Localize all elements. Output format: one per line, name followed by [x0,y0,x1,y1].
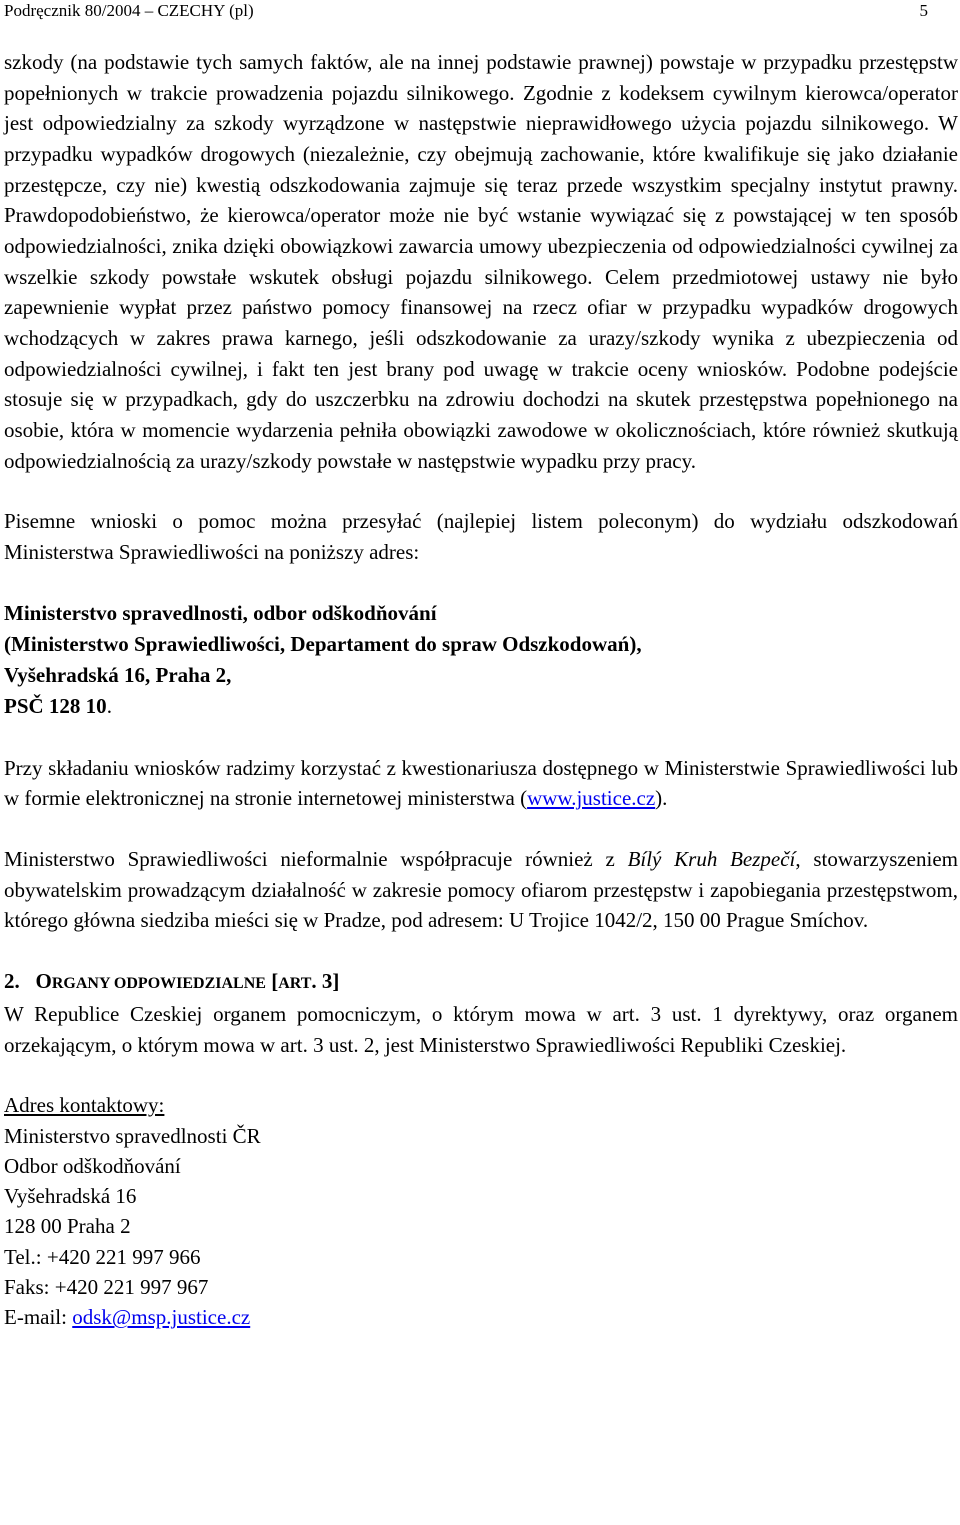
contact-line: 128 00 Praha 2 [4,1214,131,1239]
address-line-4 [4,691,958,722]
postal-code: PSČ 128 10 [4,694,107,719]
paragraph-cooperation [4,844,958,936]
page-number: 5 [919,1,928,20]
cooperation-text: Ministerstwo Sprawiedliwości nieformalnie współpracuje również z [4,847,628,871]
contact-email [4,1302,958,1332]
organisation-name: Bílý Kruh Bezpečí [627,847,796,871]
contact-line: Vyšehradská 16 [4,1184,137,1209]
contact-line: Odbor odškodňování [4,1153,181,1178]
paragraph-applications: Pisemne wnioski o pomoc można przesyłać (najlepiej listem poleconym) do wydziału odszkodowań Ministerstwa Sprawiedliwości na poniższy adres: [4,509,958,564]
email-link[interactable]: odsk@msp.justice.cz [72,1305,251,1330]
contact-block [4,1090,958,1332]
contact-line: Ministerstvo spravedlnosti ČR [4,1123,261,1148]
address-line-1: Ministerstvo spravedlnosti, odbor odškodňování [4,600,437,625]
paragraph-liability: szkody (na podstawie tych samych faktów, ale na innej podstawie prawnej) powstaje w przypadku przestępstw popełnionych w trakcie prowadzenia pojazdu silnikowego. Zgodnie z kodeksem cywilnym kierowca/operator jest odpowiedzialny za szkody wyrządzone w następstwie nieprawidłowego użycia pojazdu silnikowego. W przypadku wypadków drogowych (niezależnie, czy obejmują zachowanie, które kwalifikuje się jako działanie przestępcze, czy nie) kwestią odszkodowania zajmuje się teraz przede wszystkim specjalny instytut prawny. Prawdopodobieństwo, że kierowca/operator może nie być wstanie wywiązać się z powstającej w ten sposób odpowiedzialności, znika dzięki obowiązkowi zawarcia umowy ubezpieczenia od odpowiedzialności cywilnej za wszelkie szkody powstałe wskutek obsługi pojazdu silnikowego. Celem przedmiotowej ustawy nie było zapewnienie wypłat przez państwo pomocy finansowej na rzecz ofiar w przypadku wypadków drogowych wchodzących w zakres prawa karnego, jeśli odszkodowanie za urazy/szkody wynika z ubezpieczenia od odpowiedzialności cywilnej, i fakt ten jest brany pod uwagę w trakcie oceny wniosków. Podobne podejście stosuje się w przypadkach, gdy do uszczerbku na zdrowiu dochodzi na skutek przestępstwa popełnionego na osobie, która w momencie wydarzenia pełniła obowiązki zawodowe w okolicznościach, które również skutkują odpowiedzialnością za urazy/szkody powstałe w następstwie wypadku przy pracy. [4,50,958,473]
email-label: E-mail: [4,1305,73,1330]
section-heading [4,966,958,999]
paragraph-bodies: W Republice Czeskiej organem pomocniczym, o którym mowa w art. 3 ust. 1 dyrektywy, oraz organem orzekającym, o którym mowa w art. 3 ust. 2, jest Ministerstwo Sprawiedliwości Republiki Czeskiej. [4,1001,958,1057]
address-line-2: (Ministerstwo Sprawiedliwości, Departament do spraw Odszkodowań), [4,631,642,656]
contact-phone: Tel.: +420 221 997 966 [4,1244,201,1269]
questionnaire-text: Przy składaniu wniosków radzimy korzystać z kwestionariusza dostępnego w Ministerstwie Sprawiedliwości lub w formie elektronicznej na stronie internetowej ministerstwa ( [4,755,958,811]
postal-code-period: . [106,694,112,719]
questionnaire-tail: ). [655,786,668,811]
cooperation-text-tail: , stowarzyszeniem obywatelskim prowadzącym działalność w zakresie pomocy ofiarom przestępstw i zapobiegania przestępstwom, którego główna siedziba mieści się w Pradze, pod adresem: U Trojice 1042/2, 150 00 Prague Smíchov. [4,847,958,933]
running-header-title: Podręcznik 80/2004 – CZECHY (pl) [4,1,254,20]
ministry-address [4,598,958,723]
contact-heading: Adres kontaktowy: [4,1093,165,1118]
contact-fax: Faks: +420 221 997 967 [4,1275,209,1300]
page-body [4,47,958,1333]
paragraph-questionnaire [4,753,958,814]
justice-website-link[interactable]: www.justice.cz [527,786,656,811]
address-line-3: Vyšehradská 16, Praha 2, [4,663,232,688]
section-title: ORGANY ODPOWIEDZIALNE [ART. 3] [35,968,340,993]
section-number: 2. [4,968,20,993]
